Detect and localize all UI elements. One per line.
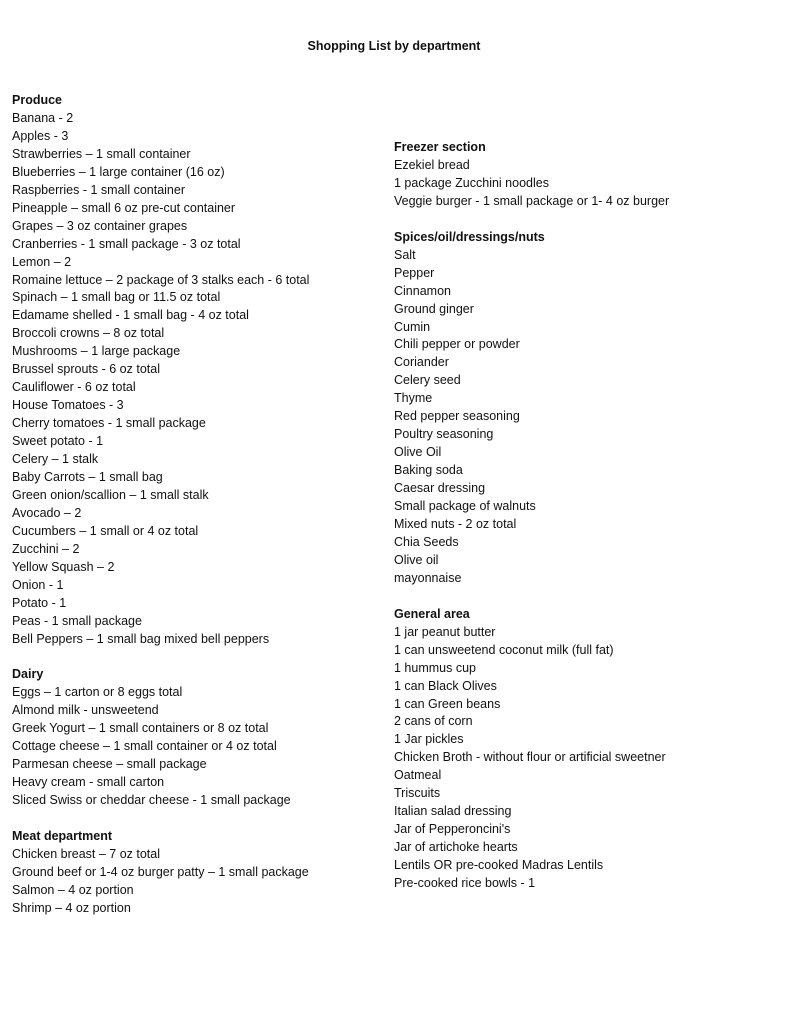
section-heading: Freezer section [394, 140, 486, 154]
list-item: Triscuits [394, 786, 441, 801]
right-column [394, 139, 784, 911]
list-item: Sliced Swiss or cheddar cheese - 1 small package [12, 793, 291, 808]
section-heading: Meat department [12, 829, 113, 844]
list-item: Yellow Squash – 2 [12, 559, 115, 574]
list-item: 1 can Black Olives [394, 678, 497, 693]
list-item: Greek Yogurt – 1 small containers or 8 oz total [12, 721, 269, 736]
list-item: Jar of Pepperoncini's [394, 822, 511, 837]
list-item: Cumin [394, 319, 431, 334]
list-item: Brussel sprouts - 6 oz total [12, 362, 160, 377]
list-item: Grapes – 3 oz container grapes [12, 218, 188, 233]
section-general-area [394, 606, 784, 893]
list-item: Thyme [394, 391, 433, 406]
list-item: Olive Oil [394, 445, 442, 460]
list-item: Banana - 2 [12, 110, 74, 125]
list-item: Chia Seeds [394, 534, 459, 549]
list-item: Salmon – 4 oz portion [12, 882, 134, 897]
list-item: Ezekiel bread [394, 157, 470, 172]
section-meat-department [12, 828, 382, 918]
list-item: Cauliflower - 6 oz total [12, 380, 136, 395]
list-item: Veggie burger - 1 small package or 1- 4 oz burger [394, 193, 670, 208]
list-item: 1 can unsweetend coconut milk (full fat) [394, 642, 614, 657]
list-item: Cranberries - 1 small package - 3 oz total [12, 236, 241, 251]
list-item: Potato - 1 [12, 595, 67, 610]
list-item: Spinach – 1 small bag or 11.5 oz total [12, 290, 221, 305]
list-item: Pepper [394, 265, 435, 280]
section-produce [12, 92, 382, 649]
list-item: Caesar dressing [394, 481, 486, 496]
list-item: Broccoli crowns – 8 oz total [12, 326, 165, 341]
list-item: Chicken breast – 7 oz total [12, 847, 160, 861]
list-item: Ground beef or 1-4 oz burger patty – 1 small package [12, 864, 309, 879]
list-item: Jar of artichoke hearts [394, 840, 518, 855]
list-item: 2 cans of corn [394, 714, 473, 729]
list-item: Italian salad dressing [394, 804, 512, 819]
list-item: Bell Peppers – 1 small bag mixed bell peppers [12, 631, 270, 646]
list-item: Red pepper seasoning [394, 409, 520, 424]
list-item: Mushrooms – 1 large package [12, 344, 181, 359]
section-heading: Produce [12, 93, 63, 107]
list-item: 1 hummus cup [394, 660, 476, 675]
list-item: Zucchini – 2 [12, 541, 80, 556]
list-item: Onion - 1 [12, 577, 64, 592]
list-item: Almond milk - unsweetend [12, 703, 159, 718]
list-item: Pineapple – small 6 oz pre-cut container [12, 200, 236, 215]
section-heading: Dairy [12, 667, 44, 682]
list-item: Cherry tomatoes - 1 small package [12, 416, 206, 431]
list-item: Coriander [394, 355, 449, 370]
list-item: Pre-cooked rice bowls - 1 [394, 876, 536, 891]
list-item: 1 Jar pickles [394, 732, 464, 747]
list-item: Cottage cheese – 1 small container or 4 oz total [12, 739, 277, 754]
list-item: Avocado – 2 [12, 505, 82, 520]
list-item: Ground ginger [394, 301, 474, 316]
list-item: Chicken Broth - without flour or artificial sweetner [394, 750, 666, 765]
list-item: House Tomatoes - 3 [12, 398, 124, 413]
list-item: Romaine lettuce – 2 package of 3 stalks each - 6 total [12, 272, 310, 287]
list-item: Cinnamon [394, 283, 451, 298]
list-item: Green onion/scallion – 1 small stalk [12, 487, 209, 502]
list-item: Chili pepper or powder [394, 337, 520, 352]
list-item: Strawberries – 1 small container [12, 146, 191, 161]
list-item: Salt [394, 247, 416, 262]
list-item: Heavy cream - small carton [12, 775, 165, 790]
list-item: 1 package Zucchini noodles [394, 175, 549, 190]
list-item: Lemon – 2 [12, 254, 72, 269]
list-item: Baby Carrots – 1 small bag [12, 470, 163, 485]
list-item: Olive oil [394, 552, 439, 567]
list-item: Baking soda [394, 463, 463, 478]
list-item: Small package of walnuts [394, 499, 536, 514]
list-item: Eggs – 1 carton or 8 eggs total [12, 685, 183, 700]
list-item: Cucumbers – 1 small or 4 oz total [12, 523, 199, 538]
list-item: Poultry seasoning [394, 427, 494, 442]
list-item: Sweet potato - 1 [12, 434, 104, 449]
list-item: Apples - 3 [12, 128, 69, 143]
list-item: Parmesan cheese – small package [12, 757, 207, 772]
list-item: Oatmeal [394, 768, 442, 783]
section-freezer-section [394, 139, 784, 211]
list-item: Lentils OR pre-cooked Madras Lentils [394, 858, 604, 873]
section-spices-oil-dressings-nuts [394, 229, 784, 588]
list-item: Peas - 1 small package [12, 613, 142, 628]
list-item: Edamame shelled - 1 small bag - 4 oz total [12, 308, 249, 323]
list-item: Celery seed [394, 373, 461, 388]
section-dairy [12, 666, 382, 810]
list-item: Blueberries – 1 large container (16 oz) [12, 164, 225, 179]
list-item: mayonnaise [394, 570, 462, 585]
list-item: 1 jar peanut butter [394, 624, 496, 639]
list-item: Raspberries - 1 small container [12, 182, 185, 197]
list-item: Mixed nuts - 2 oz total [394, 517, 517, 531]
list-item: Shrimp – 4 oz portion [12, 900, 131, 915]
left-column [12, 92, 382, 936]
list-item: Celery – 1 stalk [12, 452, 99, 467]
page-title: Shopping List by department [307, 39, 481, 53]
list-item: 1 can Green beans [394, 696, 501, 711]
section-heading: Spices/oil/dressings/nuts [394, 229, 545, 244]
section-heading: General area [394, 606, 470, 621]
